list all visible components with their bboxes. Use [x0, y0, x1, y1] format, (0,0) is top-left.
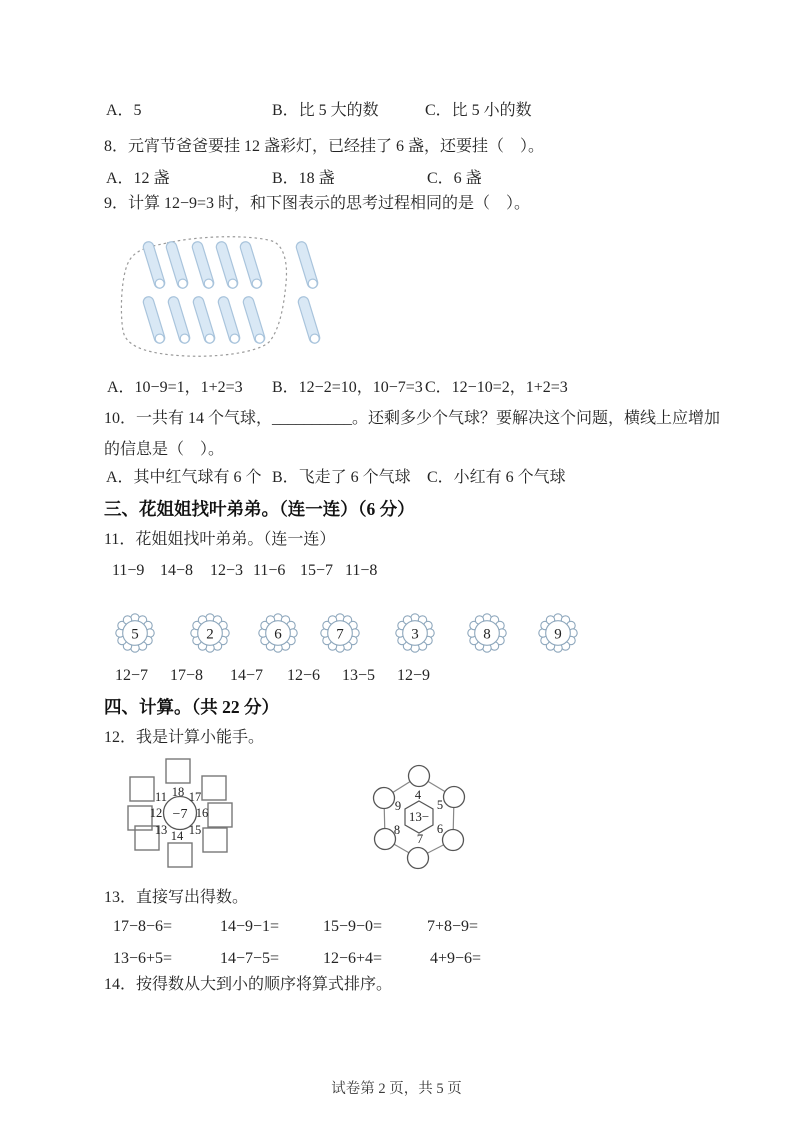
- svg-text:17: 17: [188, 790, 202, 804]
- sticks-figure: [112, 233, 352, 365]
- q9-option-a: A．10−9=1，1+2=3: [107, 379, 243, 396]
- q13-expr: 7+8−9=: [427, 918, 479, 935]
- stick: [215, 240, 239, 289]
- svg-text:5: 5: [436, 798, 444, 812]
- q11-expr: 13−5: [342, 667, 376, 684]
- flower: [191, 614, 229, 652]
- flower: [396, 614, 434, 652]
- q13-expr: 4+9−6=: [430, 950, 482, 967]
- q8-option-c: C．6 盏: [427, 170, 482, 187]
- q10-option-b: B．飞走了 6 个气球: [272, 469, 411, 486]
- svg-text:6: 6: [436, 822, 444, 836]
- q12-text: 12．我是计算小能手。: [104, 729, 265, 746]
- flower: [539, 614, 577, 652]
- flower: [468, 614, 506, 652]
- flower-number: 6: [274, 626, 282, 643]
- answer-circle: [408, 848, 429, 869]
- q10-option-a: A．其中红气球有 6 个: [106, 469, 262, 486]
- flower: [116, 614, 154, 652]
- section3-heading: 三、花姐姐找叶弟弟。（连一连）（6 分）: [104, 499, 415, 519]
- answer-box: [208, 803, 232, 827]
- stick: [167, 295, 191, 344]
- q13-expr: 14−7−5=: [220, 950, 280, 967]
- svg-text:8: 8: [393, 823, 401, 837]
- flower-number: 9: [554, 626, 562, 643]
- q11-expr: 14−7: [230, 667, 264, 684]
- answer-circle: [409, 766, 430, 787]
- answer-circle: [443, 830, 464, 851]
- q9-option-b: B．12−2=10，10−7=3: [272, 379, 423, 396]
- svg-text:4: 4: [414, 788, 422, 802]
- page-footer: 试卷第 2 页，共 5 页: [331, 1081, 462, 1097]
- q12-hexagon-diagram: [356, 757, 484, 879]
- stick: [217, 295, 241, 344]
- flowers-row: [112, 609, 582, 657]
- q11-expr: 17−8: [170, 667, 204, 684]
- stick: [165, 240, 189, 289]
- q11-expr: 11−6: [253, 562, 286, 579]
- q11-expr: 12−7: [115, 667, 149, 684]
- q11-expr: 14−8: [160, 562, 194, 579]
- answer-circle: [374, 788, 395, 809]
- sticks-group: [142, 240, 321, 344]
- q11-text: 11．花姐姐找叶弟弟。（连一连）: [104, 531, 336, 548]
- q13-expr: 15−9−0=: [323, 918, 383, 935]
- operator-label: 13−: [408, 809, 430, 824]
- flower-number: 3: [411, 626, 419, 643]
- stick: [192, 295, 216, 344]
- answer-box: [202, 776, 226, 800]
- q13-expr: 13−6+5=: [113, 950, 173, 967]
- answer-box: [130, 777, 154, 801]
- q13-expr: 14−9−1=: [220, 918, 280, 935]
- q9-text: 9．计算 12−9=3 时，和下图表示的思考过程相同的是（ ）。: [104, 195, 531, 212]
- svg-text:12: 12: [149, 806, 163, 820]
- svg-text:7: 7: [416, 832, 424, 846]
- answer-box: [168, 843, 192, 867]
- q13-expr: 17−8−6=: [113, 918, 173, 935]
- flower-number: 5: [131, 626, 139, 643]
- operator-label: −7: [172, 807, 188, 822]
- flower: [259, 614, 297, 652]
- q11-expr: 12−6: [287, 667, 321, 684]
- q7-option-b: B．比 5 大的数: [272, 102, 379, 119]
- answer-circle: [375, 829, 396, 850]
- q7-option-c: C．比 5 小的数: [425, 102, 532, 119]
- q10-option-c: C．小红有 6 个气球: [427, 469, 566, 486]
- q12-minus7-diagram: [126, 752, 254, 880]
- q11-expr: 11−9: [112, 562, 145, 579]
- flower: [321, 614, 359, 652]
- stick: [142, 295, 166, 344]
- q11-expr: 15−7: [300, 562, 334, 579]
- q10-text-line2: 的信息是（ ）。: [104, 441, 225, 458]
- answer-box: [203, 828, 227, 852]
- svg-text:13: 13: [154, 823, 168, 837]
- stick: [297, 295, 321, 344]
- q11-expr: 12−9: [397, 667, 431, 684]
- svg-text:14: 14: [170, 829, 184, 843]
- q11-expr: 11−8: [345, 562, 378, 579]
- q11-expr: 12−3: [210, 562, 244, 579]
- q10-text-line1: 10．一共有 14 个气球，__________。还剩多少个气球？要解决这个问题，横线上应增加: [104, 410, 721, 427]
- stick: [242, 295, 266, 344]
- stick: [142, 240, 166, 289]
- flower-number: 8: [483, 626, 491, 643]
- svg-text:16: 16: [195, 806, 209, 820]
- q8-text: 8．元宵节爸爸要挂 12 盏彩灯，已经挂了 6 盏，还要挂（ ）。: [104, 138, 545, 155]
- stick: [295, 240, 319, 289]
- answer-box: [166, 759, 190, 783]
- q9-option-c: C．12−10=2，1+2=3: [425, 379, 568, 396]
- svg-text:18: 18: [171, 785, 185, 799]
- q8-option-a: A．12 盏: [106, 170, 170, 187]
- svg-text:15: 15: [188, 823, 202, 837]
- q13-text: 13．直接写出得数。: [104, 889, 249, 906]
- flower-number: 7: [336, 626, 344, 643]
- svg-text:11: 11: [154, 790, 168, 804]
- section4-heading: 四、计算。（共 22 分）: [104, 697, 279, 717]
- stick: [191, 240, 215, 289]
- svg-text:9: 9: [394, 799, 402, 813]
- stick: [239, 240, 263, 289]
- q7-option-a: A．5: [106, 102, 142, 119]
- answer-circle: [444, 787, 465, 808]
- q14-text: 14．按得数从大到小的顺序将算式排序。: [104, 976, 393, 993]
- q13-expr: 12−6+4=: [323, 950, 383, 967]
- q8-option-b: B．18 盏: [272, 170, 335, 187]
- flower-number: 2: [206, 626, 214, 643]
